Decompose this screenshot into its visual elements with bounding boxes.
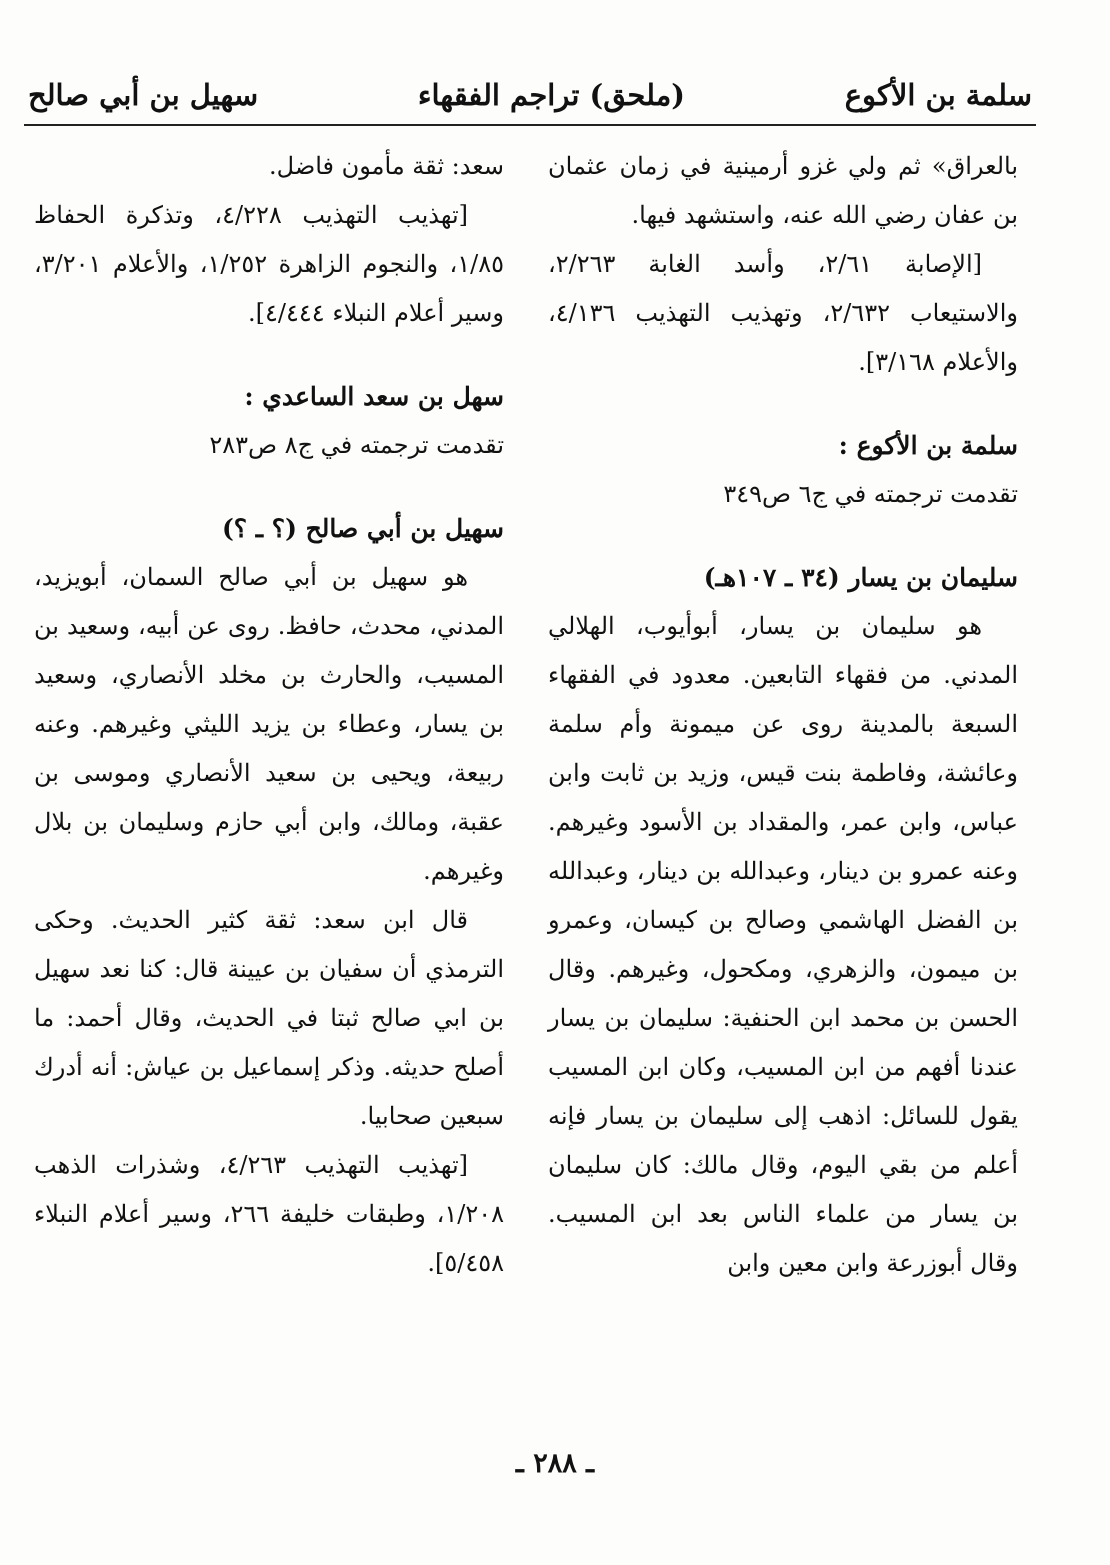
- header-rule: [24, 124, 1036, 126]
- left-column: [34, 142, 504, 1288]
- cross-reference: تقدمت ترجمته في ج٦ ص٣٤٩: [723, 480, 1018, 508]
- entry-heading: سهيل بن أبي صالح (؟ ـ ؟): [221, 514, 504, 543]
- entry-body: هو سهيل بن أبي صالح السمان، أبويزيد، المدني، محدث، حافظ. روى عن أبيه، وسعيد بن المسيب، والحارث بن مخلد الأنصاري، وسعيد بن يسار، وعطاء بن يزيد الليثي وغيرهم. وعنه ربيعة، ويحيى بن سعيد الأنصاري وموسى بن عقبة، ومالك، وابن أبي حازم وسليمان بن بلال وغيرهم.: [34, 563, 504, 885]
- references: [الإصابة ٢/٦١، وأسد الغابة ٢/٢٦٣، والاستيعاب ٢/٦٣٢، وتهذيب التهذيب ٤/١٣٦، والأعلام ٣/١٦٨].: [548, 250, 1019, 376]
- entry-continuation: بالعراق» ثم ولي غزو أرمينية في زمان عثمان بن عفان رضي الله عنه، واستشهد فيها.: [548, 152, 1018, 229]
- header-left-title: سهيل بن أبي صالح: [28, 78, 259, 112]
- entry-continuation: سعد: ثقة مأمون فاضل.: [269, 152, 504, 180]
- running-header: [28, 72, 1032, 118]
- entry-body: قال ابن سعد: ثقة كثير الحديث. وحكى الترمذي أن سفيان بن عيينة قال: كنا نعد سهيل بن ابي صالح ثبتا في الحديث، وقال أحمد: ما أصلح حديثه. وذكر إسماعيل بن عياش: أنه أدرك سبعين صحابيا.: [34, 906, 504, 1130]
- header-center-title: (ملحق) تراجم الفقهاء: [417, 78, 685, 112]
- cross-reference: تقدمت ترجمته في ج٨ ص٢٨٣: [209, 431, 504, 459]
- entry-heading: سهل بن سعد الساعدي :: [244, 382, 504, 411]
- references: [تهذيب التهذيب ٤/٢٢٨، وتذكرة الحفاظ ١/٨٥، والنجوم الزاهرة ١/٢٥٢، والأعلام ٣/٢٠١، وسير أعلام النبلاء ٤/٤٤٤].: [34, 201, 505, 327]
- entry-body: هو سليمان بن يسار، أبوأيوب، الهلالي المدني. من فقهاء التابعين. معدود في الفقهاء السبعة بالمدينة روى عن ميمونة وأم سلمة وعائشة، وفاطمة بنت قيس، وزيد بن ثابت وابن عباس، وابن عمر، والمقداد بن الأسود وغيرهم. وعنه عمرو بن دينار، وعبدالله بن دينار، وعبدالله بن الفضل الهاشمي وصالح بن كيسان، وعمرو بن ميمون، والزهري، ومكحول، وغيرهم. وقال الحسن بن محمد ابن الحنفية: سليمان بن يسار عندنا أفهم من ابن المسيب، وكان ابن المسيب يقول للسائل: اذهب إلى سليمان بن يسار فإنه أعلم من بقي اليوم، وقال مالك: كان سليمان بن يسار من علماء الناس بعد ابن المسيب. وقال أبوزرعة وابن معين وابن: [548, 612, 1018, 1277]
- right-column: [548, 142, 1018, 1288]
- header-right-title: سلمة بن الأكوع: [844, 78, 1032, 112]
- references: [تهذيب التهذيب ٤/٢٦٣، وشذرات الذهب ١/٢٠٨، وطبقات خليفة ٢٦٦، وسير أعلام النبلاء ٥/٤٥٨].: [34, 1151, 504, 1277]
- page-number: ـ ٢٨٨ ـ: [515, 1448, 595, 1479]
- entry-heading: سلمة بن الأكوع :: [838, 431, 1018, 460]
- entry-heading: سليمان بن يسار (٣٤ ـ ١٠٧هـ): [703, 563, 1018, 592]
